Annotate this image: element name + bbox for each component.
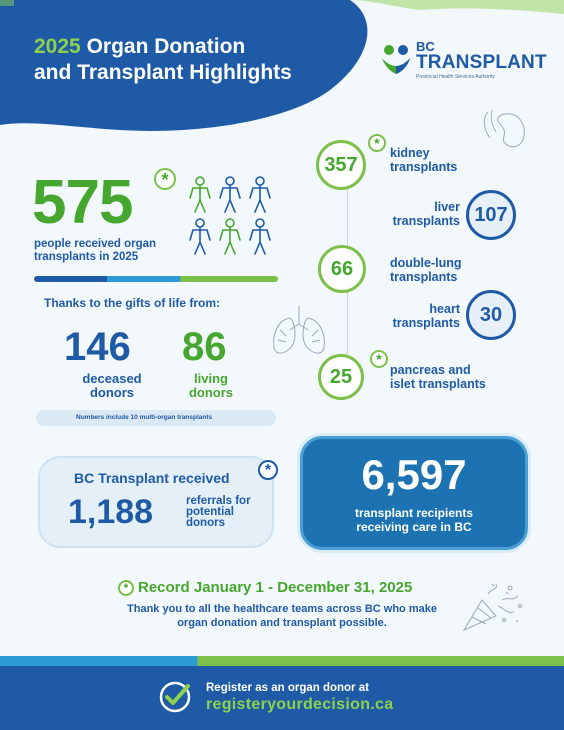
recipients-caption (34, 238, 156, 264)
heart-label-line1: heart (429, 302, 460, 316)
referrals-label-line2: potential (186, 506, 234, 518)
pancreas-value-circle: 25 (318, 354, 364, 400)
care-value: 6,597 (361, 451, 467, 498)
heart-label (378, 302, 460, 330)
logo-bc: BC (416, 39, 435, 54)
checkmark-icon (158, 680, 192, 714)
logo-transplant: TRANSPLANT (416, 52, 547, 73)
heart-label-line2: transplants (392, 316, 460, 330)
recipients-caption-line1: people received organ (34, 238, 157, 250)
person-outline-icon (190, 177, 210, 212)
referrals-value: 1,188 (68, 493, 154, 531)
referrals-heading: BC Transplant received (74, 470, 230, 486)
lung-value-circle: 66 (318, 245, 366, 293)
party-popper-icon (458, 580, 528, 636)
person-outline-icon (220, 177, 240, 212)
liver-label (378, 200, 460, 228)
thanks-line2: organ donation and transplant possible. (177, 617, 387, 629)
asterisk-star-icon: * (154, 168, 176, 190)
title-line2: and Transplant Highlights (34, 61, 292, 84)
asterisk-star-icon: * (258, 460, 278, 480)
deceased-label-line2: donors (89, 385, 135, 400)
recipients-caption-line2: transplants in 2025 (34, 251, 139, 263)
lung-label-line1: double-lung (390, 256, 462, 270)
lungs-illustration-icon (268, 300, 330, 362)
deceased-donors-label (72, 372, 152, 400)
title-line1: Organ Donation (86, 35, 246, 58)
person-outline-icon (190, 219, 210, 254)
asterisk-star-icon: * (370, 350, 388, 368)
living-donors-value: 86 (182, 325, 227, 369)
logo-wordmark (416, 40, 547, 80)
heart-value-circle: 30 (466, 290, 516, 340)
living-donors-label (176, 372, 246, 400)
record-period: Record January 1 - December 31, 2025 (138, 579, 413, 596)
divider-stripe (34, 276, 278, 282)
pancreas-label-line1: pancreas and (390, 363, 471, 377)
lung-label-line2: transplants (390, 270, 458, 284)
liver-value-circle: 107 (466, 190, 516, 240)
kidney-illustration-icon (476, 108, 528, 152)
living-label-line2: donors (188, 385, 234, 400)
pancreas-label-line2: islet transplants (390, 377, 486, 391)
lung-label (390, 256, 462, 284)
asterisk-star-icon: * (118, 580, 134, 596)
kidney-label (390, 146, 457, 174)
kidney-label-line2: transplants (390, 160, 458, 174)
liver-label-line2: transplants (392, 214, 460, 228)
footer-stripe (0, 656, 564, 666)
footer-register-text: Register as an organ donor at (206, 682, 369, 694)
referrals-label-line3: donors (186, 517, 225, 529)
donors-heading: Thanks to the gifts of life from: (44, 296, 220, 310)
care-label-line2: receiving care in BC (356, 520, 472, 534)
multi-organ-note: Numbers include 10 multi-organ transplants (36, 410, 276, 426)
asterisk-star-icon: * (368, 134, 386, 152)
pancreas-label (390, 363, 486, 391)
care-label-line1: transplant recipients (354, 506, 474, 520)
page-title (34, 34, 292, 86)
deceased-donors-value: 146 (64, 325, 131, 369)
liver-label-line1: liver (434, 200, 460, 214)
person-outline-icon (220, 219, 240, 254)
living-label-line1: living (194, 371, 228, 386)
logo-subtitle: Provincial Health Services Authority (416, 74, 495, 80)
bc-transplant-logo-icon (378, 40, 414, 76)
person-outline-icon (250, 219, 270, 254)
thanks-line1: Thank you to all the healthcare teams across BC who make (127, 603, 437, 615)
people-icons (186, 176, 278, 256)
care-label (300, 506, 528, 534)
referrals-label-line1: referrals for (186, 495, 251, 507)
kidney-value-circle: 357 (316, 140, 366, 190)
deceased-label-line1: deceased (82, 371, 142, 386)
thanks-message (40, 602, 524, 630)
footer-register-link[interactable]: registeryourdecision.ca (206, 696, 394, 713)
referrals-label (186, 496, 251, 529)
recipients-total: 575 (32, 168, 133, 237)
person-outline-icon (250, 177, 270, 212)
title-year: 2025 (34, 35, 81, 58)
kidney-label-line1: kidney (390, 146, 430, 160)
